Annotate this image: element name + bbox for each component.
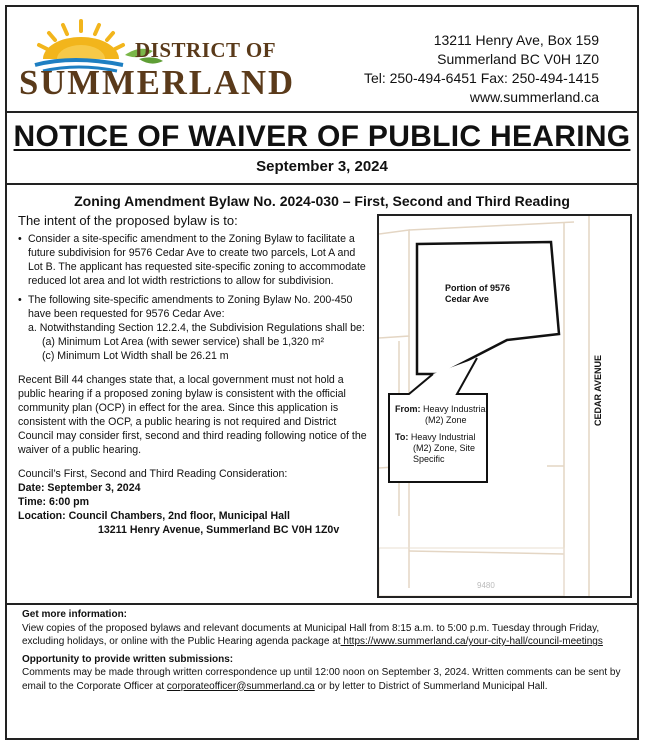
website: www.summerland.ca: [469, 89, 599, 105]
from-label: From:: [395, 404, 421, 414]
notice-date: September 3, 2024: [256, 158, 388, 175]
consideration-heading: Council’s First, Second and Third Reading Consideration:: [18, 468, 288, 480]
to-line: Heavy Industrial: [410, 432, 476, 442]
to-label: To:: [395, 432, 409, 442]
submissions-body: Comments may be made through written correspondence up until 12:00 noon on September 3, 2024. Written comments can be sent by email to the Corporate Officer at: [22, 667, 621, 692]
submissions-heading: Opportunity to provide written submissions:: [22, 653, 234, 665]
divider: [5, 603, 639, 605]
meeting-location: Location: Council Chambers, 2nd floor, Municipal Hall: [18, 510, 290, 522]
property-label-line: Cedar Ave: [445, 294, 489, 304]
from-line: Heavy Industrial: [423, 404, 488, 414]
header: [7, 7, 637, 111]
sub-item-a1: (a) Minimum Lot Area (with sewer service) shall be 1,320 m²: [42, 336, 325, 348]
contact-info: [309, 31, 599, 107]
subject-property: [417, 242, 559, 374]
info-text: [22, 622, 630, 649]
from-line: (M2) Zone: [425, 415, 467, 425]
phone-fax: Tel: 250-494-6451 Fax: 250-494-1415: [363, 70, 599, 86]
info-heading: Get more information:: [22, 609, 128, 620]
intent-heading: The intent of the proposed bylaw is to:: [18, 213, 238, 228]
meeting-date: Date: September 3, 2024: [18, 482, 141, 494]
to-line: (M2) Zone, Site: [413, 443, 476, 453]
sun-icon: [39, 21, 123, 59]
meeting-time: Time: 6:00 pm: [18, 496, 90, 508]
bylaw-subtitle: Zoning Amendment Bylaw No. 2024-030 – First, Second and Third Reading: [74, 193, 570, 209]
corporate-officer-email-link[interactable]: corporateofficer@summerland.ca: [166, 680, 315, 692]
sub-item-c: (c) Minimum Lot Width shall be 26.21 m: [42, 350, 229, 362]
bullet-text: Consider a site-specific amendment to the Zoning Bylaw to facilitate a future subdivision for 9576 Cedar Ave to create two parcels, Lot A and Lot B. The applicant has requested site-specific zoning to accommodate reduced lot area and lot width restrictions to allow for subdivision.: [28, 233, 366, 287]
meeting-location-address: 13211 Henry Avenue, Summerland BC V0H 1Z0v: [98, 524, 340, 536]
to-line: Specific: [413, 454, 445, 464]
divider: [5, 183, 639, 185]
list-item: [18, 232, 368, 288]
site-map: [377, 214, 632, 598]
council-meetings-link[interactable]: https://www.summerland.ca/your-city-hall/council-meetings: [340, 636, 603, 647]
sub-item-a: a. Notwithstanding Section 12.2.4, the Subdivision Regulations shall be:: [28, 322, 365, 334]
bullet-text: The following site-specific amendments to Zoning Bylaw No. 200-450 have been requested for 9576 Cedar Ave:: [28, 294, 353, 320]
address-line1: 13211 Henry Ave, Box 159: [433, 32, 599, 48]
submissions-text: [22, 666, 630, 693]
bill-44-paragraph: Recent Bill 44 changes state that, a local government must not hold a public hearing if a proposed zoning bylaw is consistent with the official community plan (OCP) in effect for the area. Since this application is consistent with the OCP, a public hearing is not required and District Council may consider first, second and third reading following notice of the waiver of a public hearing.: [18, 374, 367, 456]
page-title: NOTICE OF WAIVER OF PUBLIC HEARING: [13, 120, 631, 153]
property-label-line: Portion of 9576: [445, 283, 511, 293]
list-item: [18, 293, 368, 363]
footer: [22, 608, 630, 693]
bylaw-details: [18, 214, 368, 537]
info-body: View copies of the proposed bylaws and relevant documents at Municipal Hall from 8:15 a.m. to 5:00 p.m. Tuesday through Friday, excluding holidays, or online with the Public Hearing agenda package at: [22, 622, 600, 647]
map-drawing: [379, 216, 630, 596]
address-line2: Summerland BC V0H 1Z0: [437, 51, 599, 67]
street-label: CEDAR AVENUE: [593, 354, 603, 426]
lot-number: 9480: [477, 581, 495, 590]
logo-line1: DISTRICT OF: [135, 38, 277, 62]
submissions-body-end: or by letter to District of Summerland Municipal Hall.: [314, 680, 548, 692]
logo-line2: SUMMERLAND: [19, 63, 295, 102]
divider: [5, 111, 639, 113]
district-logo: [13, 15, 303, 107]
